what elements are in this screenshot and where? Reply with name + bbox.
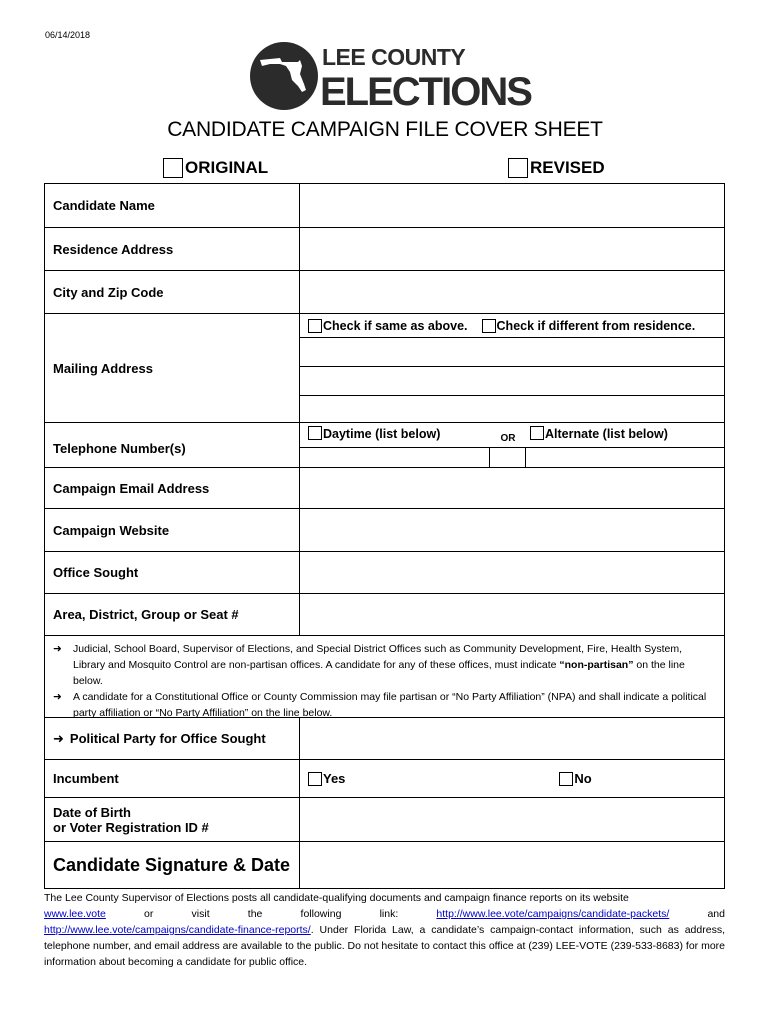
revised-option[interactable] (508, 158, 605, 178)
candidate-packets-link[interactable]: http://www.lee.vote/campaigns/candidate-packets/ (436, 908, 670, 920)
different-from-residence-label: Check if different from residence. (496, 318, 696, 333)
daytime-option[interactable] (300, 423, 490, 447)
daytime-phone-field[interactable] (300, 448, 490, 467)
daytime-label: Daytime (list below) (323, 427, 441, 441)
lee-vote-link[interactable]: www.lee.vote (44, 908, 106, 920)
arrow-right-icon: ➜ (53, 691, 62, 703)
note1-text: Judicial, School Board, Supervisor of Elections, and Special District Offices such as Community Development, Fire, Health System, Library and Mosquito Control are non-partisan offices. A candidate for any of these offices, must indicate (73, 643, 683, 671)
footer-notice (44, 890, 725, 970)
yes-label: Yes (323, 771, 346, 786)
office-sought-field[interactable] (300, 552, 724, 593)
notes (45, 636, 724, 717)
no-label: No (574, 771, 592, 786)
political-party-text: Political Party for Office Sought (69, 731, 266, 746)
campaign-email-row (45, 468, 724, 509)
signature-label: Candidate Signature & Date (45, 842, 300, 888)
alternate-label: Alternate (list below) (545, 427, 668, 441)
arrow-right-icon: ➜ (53, 730, 64, 746)
incumbent-row (45, 760, 724, 798)
political-party-field[interactable] (300, 718, 724, 759)
candidate-name-label: Candidate Name (45, 184, 300, 227)
candidate-name-row (45, 184, 724, 228)
campaign-email-label: Campaign Email Address (45, 468, 300, 508)
campaign-website-row (45, 509, 724, 552)
dob-row (45, 798, 724, 842)
mailing-address-label: Mailing Address (45, 314, 300, 422)
yes-checkbox[interactable] (308, 772, 322, 786)
alternate-option[interactable] (526, 423, 724, 447)
logo-text-lee-county: LEE COUNTY (322, 44, 466, 70)
footer-word: the (247, 908, 263, 920)
area-district-row (45, 594, 724, 636)
note1-tail: on the line below. (73, 659, 685, 687)
footer-word: visit (191, 908, 210, 920)
signature-row (45, 842, 724, 888)
note-partisan (53, 689, 716, 721)
area-district-field[interactable] (300, 594, 724, 635)
revised-label: REVISED (530, 158, 605, 177)
dob-label-line1: Date of Birth (53, 804, 131, 820)
city-zip-label: City and Zip Code (45, 271, 300, 313)
footer-word: following (300, 908, 342, 920)
dob-label (45, 798, 300, 841)
page-title: CANDIDATE CAMPAIGN FILE COVER SHEET (167, 118, 603, 141)
finance-reports-link[interactable]: http://www.lee.vote/campaigns/candidate-finance-reports/ (44, 924, 311, 936)
area-district-label: Area, District, Group or Seat # (45, 594, 300, 635)
no-checkbox[interactable] (559, 772, 573, 786)
form-date: 06/14/2018 (45, 30, 91, 40)
telephone-row (45, 423, 724, 468)
different-from-residence-checkbox[interactable] (482, 319, 496, 333)
signature-field[interactable] (300, 842, 724, 888)
footer-rest: . Under Florida Law, a candidate’s campaign-contact information, such as address, telephone number, and email address are available to the public. Do not hesitate to contact this office at (239) LEE-VOTE (239-533-8683) for more information about becoming a candidate for public office. (44, 924, 725, 968)
political-party-label (45, 718, 300, 759)
note-nonpartisan (53, 641, 716, 689)
same-as-above-checkbox[interactable] (308, 319, 322, 333)
note1-emphasis: “non-partisan” (559, 659, 634, 671)
political-party-row (45, 718, 724, 760)
cover-sheet-form (44, 183, 725, 889)
footer-line1: The Lee County Supervisor of Elections posts all candidate-qualifying documents and campaign finance reports on its website (44, 892, 629, 904)
city-zip-field[interactable] (300, 271, 724, 313)
office-sought-row (45, 552, 724, 594)
notes-row (45, 636, 724, 718)
footer-line3 (44, 922, 725, 970)
residence-address-field[interactable] (300, 228, 724, 270)
logo-text-elections: ELECTIONS (320, 70, 531, 114)
lee-county-elections-logo (250, 40, 531, 114)
alternate-checkbox[interactable] (530, 426, 544, 440)
residence-address-row (45, 228, 724, 271)
footer-word: and (707, 908, 725, 920)
original-checkbox[interactable] (163, 158, 183, 178)
campaign-email-field[interactable] (300, 468, 724, 508)
same-as-above-label: Check if same as above. (323, 318, 468, 333)
campaign-website-field[interactable] (300, 509, 724, 551)
dob-label-line2: or Voter Registration ID # (53, 819, 209, 835)
mailing-options (300, 314, 724, 338)
mailing-address-row (45, 314, 724, 423)
footer-word: link: (379, 908, 399, 920)
residence-address-label: Residence Address (45, 228, 300, 270)
office-sought-label: Office Sought (45, 552, 300, 593)
footer-word: or (144, 908, 154, 920)
arrow-right-icon: ➜ (53, 643, 62, 655)
footer-line2 (44, 906, 725, 922)
alternate-phone-field[interactable] (526, 448, 724, 467)
daytime-checkbox[interactable] (308, 426, 322, 440)
incumbent-label: Incumbent (45, 760, 300, 797)
mailing-address-line-1[interactable] (300, 338, 724, 367)
candidate-name-field[interactable] (300, 184, 724, 227)
florida-map-icon (250, 42, 318, 110)
mailing-address-line-3[interactable] (300, 396, 724, 422)
revised-checkbox[interactable] (508, 158, 528, 178)
note2-text: A candidate for a Constitutional Office or County Commission may file partisan or “No Party Affiliation” (NPA) and shall indicate a political party affiliation or “No Party Affiliation” on the line below. (73, 691, 707, 719)
mailing-address-line-2[interactable] (300, 367, 724, 396)
or-label: OR (500, 433, 516, 444)
original-option[interactable] (163, 158, 268, 178)
original-label: ORIGINAL (185, 158, 269, 177)
dob-field[interactable] (300, 798, 724, 841)
telephone-label: Telephone Number(s) (45, 423, 300, 467)
campaign-website-label: Campaign Website (45, 509, 300, 551)
city-zip-row (45, 271, 724, 314)
